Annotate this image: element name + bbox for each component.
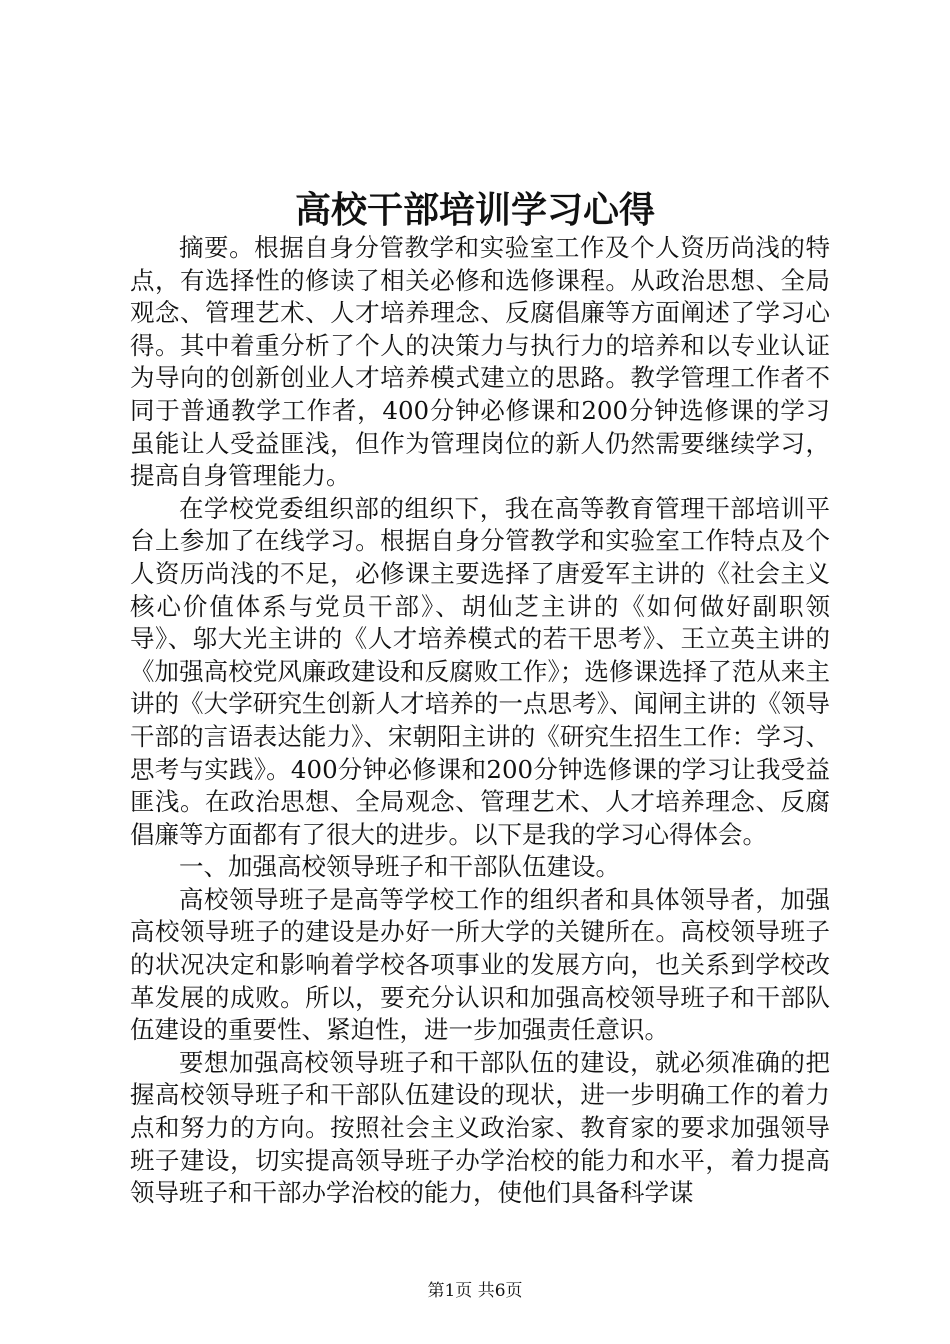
document-title: 高校干部培训学习心得 <box>294 189 655 231</box>
body-paragraph: 高校领导班子是高等学校工作的组织者和具体领导者，加强高校领导班子的建设是办好一所大学的关键所在。高校领导班子的状况决定和影响着学校各项事业的发展方向，也关系到学校改革发展的成败。所以，要充分认识和加强高校领导班子和干部队伍建设的重要性、紧迫性，进一步加强责任意识。 <box>130 884 830 1045</box>
body-paragraph: 要想加强高校领导班子和干部队伍的建设，就必须准确的把握高校领导班子和干部队伍建设的现状，进一步明确工作的着力点和努力的方向。按照社会主义政治家、教育家的要求加强领导班子建设，切实提高领导班子办学治校的能力和水平，着力提高领导班子和干部办学治校的能力，使他们具备科学谋 <box>130 1047 830 1208</box>
intro-paragraph: 在学校党委组织部的组织下，我在高等教育管理干部培训平台上参加了在线学习。根据自身分管教学和实验室工作特点及个人资历尚浅的不足，必修课主要选择了唐爱军主讲的《社会主义核心价值体系与党员干部》、胡仙芝主讲的《如何做好副职领导》、邬大光主讲的《人才培养模式的若干思考》、王立英主讲的《加强高校党风廉政建设和反腐败工作》；选修课选择了范从来主讲的《大学研究生创新人才培养的一点思考》、闻闸主讲的《领导干部的言语表达能力》、宋朝阳主讲的《研究生招生工作：学习、思考与实践》。400分钟必修课和200分钟选修课的学习让我受益匪浅。在政治思想、全局观念、管理艺术、人才培养理念、反腐倡廉等方面都有了很大的进步。以下是我的学习心得体会。 <box>130 493 830 849</box>
section-heading: 一、加强高校领导班子和干部队伍建设。 <box>179 852 620 882</box>
abstract-paragraph: 摘要。根据自身分管教学和实验室工作及个人资历尚浅的特点，有选择性的修读了相关必修和选修课程。从政治思想、全局观念、管理艺术、人才培养理念、反腐倡廉等方面阐述了学习心得。其中着重分析了个人的决策力与执行力的培养和以专业认证为导向的创新创业人才培养模式建立的思路。教学管理工作者不同于普通教学工作者，400分钟必修课和200分钟选修课的学习虽能让人受益匪浅，但作为管理岗位的新人仍然需要继续学习，提高自身管理能力。 <box>130 233 830 491</box>
page-number-footer: 第1页 共6页 <box>427 1281 523 1301</box>
document-body <box>130 232 830 1210</box>
